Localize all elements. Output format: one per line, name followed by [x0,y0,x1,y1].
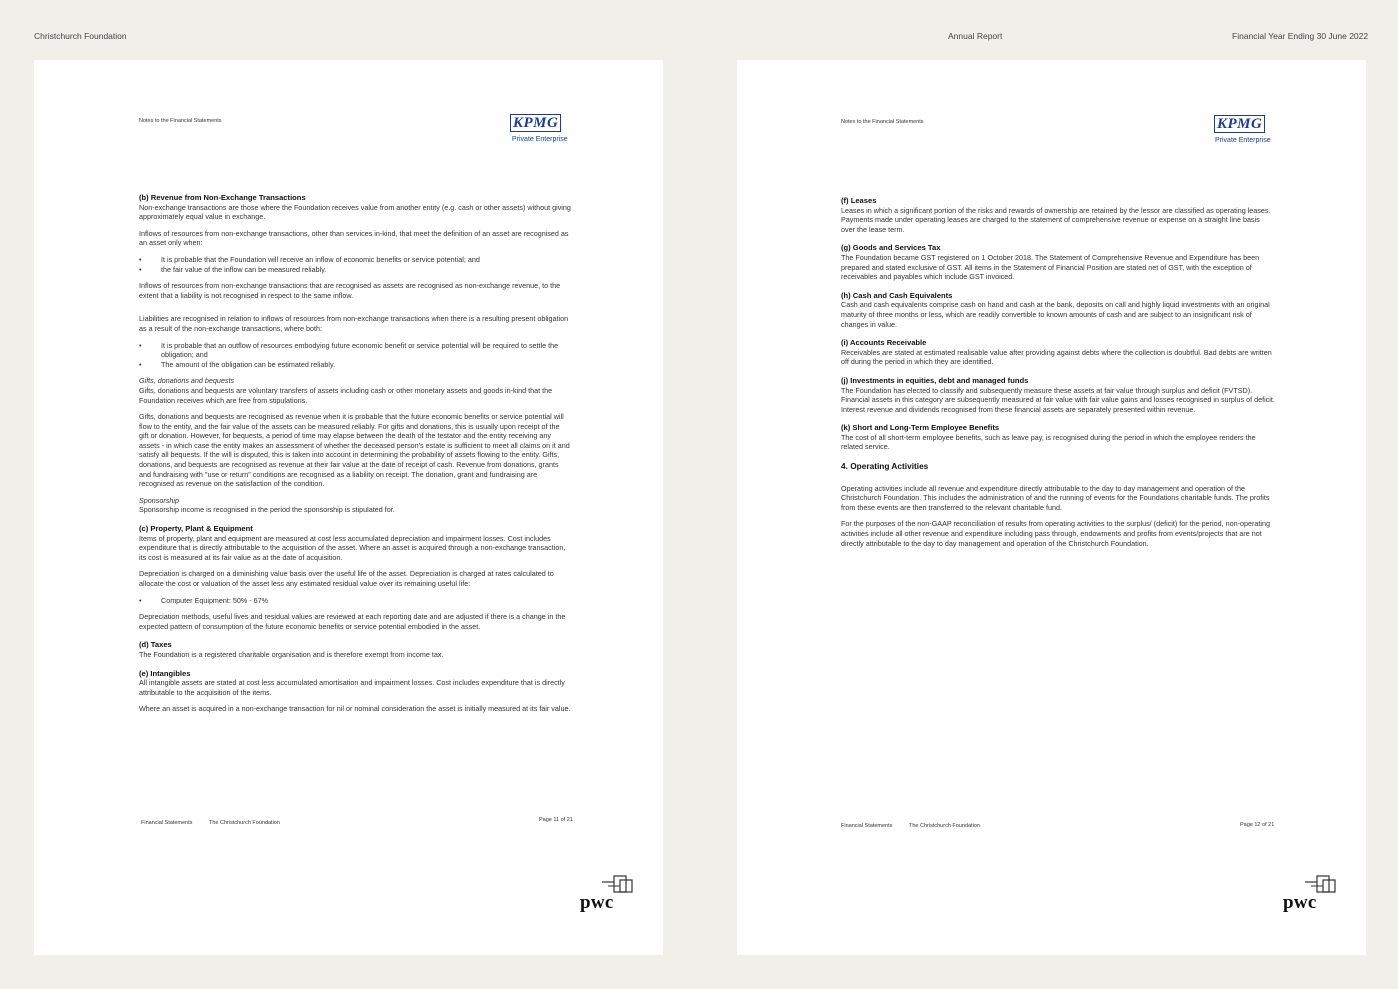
paragraph: Sponsorship income is recognised in the period the sponsorship is stipulated for. [139,505,395,515]
section-heading: (k) Short and Long-Term Employee Benefits [841,423,1000,433]
kpmg-logo: KPMG [510,116,561,130]
section-property-plant-equipment [139,524,571,631]
footer-middle: The Christchurch Foundation [909,823,980,829]
page-body [139,193,571,723]
paragraph: The cost of all short-term employee benefits, such as leave pay, is recognised during the period in which the employee renders the related service. [841,432,1256,452]
footer-left: Financial Statements [141,820,193,826]
pwc-logo [1283,874,1343,914]
section-leases [841,196,1275,234]
footer-page-number: Page 11 of 21 [539,817,573,823]
section-heading: 4. Operating Activities [841,461,929,472]
section-investments [841,376,1275,414]
bullet-list [139,341,571,370]
pwc-wordmark: pwc [580,892,614,913]
page-header: Notes to the Financial Statements [139,118,222,124]
paragraph: Inflows of resources from non-exchange transactions, other than services in-kind, that meet the definition of an asset are recognised as an asset only when: [139,228,569,248]
section-heading: (e) Intangibles [139,668,191,678]
list-item: • The amount of the obligation can be estimated reliably. [161,360,571,370]
section-heading: (g) Goods and Services Tax [841,243,941,253]
footer-left: Financial Statements [841,823,893,829]
paragraph: Inflows of resources from non-exchange transactions that are recognised as assets are recognised as non-exchange revenue, to the extent that a liability is not recognised in respect to the same inflow. [139,281,561,300]
pwc-logo [580,874,640,914]
subheading-gifts: Gifts, donations and bequests [139,376,235,386]
section-accounts-receivable [841,338,1275,367]
paragraph: Non-exchange transactions are those where the Foundation receives value from another entity (e.g. cash or other assets) without giving approximately equal value in exchange. [139,202,571,222]
footer-page-number: Page 12 of 21 [1240,822,1275,828]
paragraph: Depreciation methods, useful lives and residual values are reviewed at each reporting date and are adjusted if there is a change in the expected pattern of consumption of the future economic benefits or service potential embodied in the asset. [139,612,566,631]
kpmg-logo: KPMG [1214,117,1265,131]
list-item: • It is probable that an outflow of resources embodying future economic benefit or service potential will be required to settle the obligation; and [161,341,571,360]
section-heading: (f) Leases [841,196,877,205]
paragraph: Leases in which a significant portion of the risks and rewards of ownership are retained by the lessor are classified as operating leases. Payments made under operating leases are charged to the statement of comprehensive revenue or expense on a straight line basis over the lease term. [841,205,1271,234]
footer-middle: The Christchurch Foundation [209,820,280,826]
paragraph: For the purposes of the non-GAAP reconciliation of results from operating activities to the surplus/ (deficit) for the period, non-operating activities include all other revenue and expenditure including pass through, endowments and profits from events/projects that are not directly attributable to the day to day management and operation of the Christchurch Foundation. [841,519,1270,548]
list-item: • Computer Equipment: 50% - 67% [161,596,571,606]
paragraph: Liabilities are recognised in relation to inflows of resources from non-exchange transactions when there is a resulting present obligation as a result of the non-exchange transactions, where both: [139,314,569,333]
bullet-list [139,596,571,606]
document-page-12 [737,60,1366,955]
paragraph: All intangible assets are stated at cost less accumulated amortisation and impairment losses. Cost includes expenditure that is directly attributable to the acquisition of the items. [139,678,565,697]
section-heading: (j) Investments in equities, debt and managed funds [841,375,1029,385]
paragraph: Receivables are stated at estimated realisable value after providing against debts where the collection is doubtful. Bad debts are written off during the period in which they are identified. [841,347,1272,367]
subheading-sponsorship: Sponsorship [139,495,179,505]
paragraph: Operating activities include all revenue and expenditure directly attributable to the day to day management and operation of the Christchurch Foundation. This includes the administration of and the running of events for the Foundations charitable funds. The profits from these events are then transferred to the relevant charitable fund. [841,483,1270,512]
section-heading: (i) Accounts Receivable [841,338,927,348]
paragraph: Gifts, donations and bequests are recognised as revenue when it is probable that the future economic benefits or service potential will flow to the entity, and the fair value of the assets can be measured reliably. For gifts and donations, this is usually upon receipt of the gift or donation. However, for bequests, a period of time may elapse between the death of the testator and the entity receiving any assets - in which case the entity makes an assessment of whether the deceased person's estate is sufficient to meet all claims on it and satisfy all bequests. If the will is disputed, this is taken into account in determining the probability of assets flowing to the entity. Gifts, donations, and bequests are recognised as revenue at their fair value at the date of receipt of cash. Revenue from donations, grants and fundraising with "use or return" conditions are recognised as a liability on receipt. The donation, grant and fundraising are recognised as revenue on the satisfaction of the condition. [139,412,570,489]
paragraph: Gifts, donations and bequests are voluntary transfers of assets including cash or other monetary assets and goods in-kind that the Foundation receives which are free from stipulations. [139,385,553,405]
bullet-list [139,255,571,274]
paragraph: The Foundation has elected to classify and subsequently measure these assets at fair value through surplus and deficit (FVTSD). Financial assets in this category are subsequently measured at fair value with fair value gains and losses recognised in surplus of deficit. Interest revenue and dividends recognised from these financial assets are separately presented within revenue. [841,385,1275,414]
paragraph: The Foundation is a registered charitable organisation and is therefore exempt from income tax. [139,649,444,659]
section-heading: (h) Cash and Cash Equivalents [841,290,953,300]
document-page-11 [34,60,663,955]
paragraph: Depreciation is charged on a diminishing value basis over the useful life of the asset. Depreciation is charged at rates calculated to allocate the cost or valuation of the asset less any estimated residual value over its remaining useful life: [139,569,554,588]
paragraph: The Foundation became GST registered on 1 October 2018. The Statement of Comprehensive Revenue and Expenditure has been prepared and stated exclusive of GST. All items in the Statement of Financial Position are stated net of GST, with the exception of receivables and payables which include GST invoiced. [841,252,1260,282]
report-period: Financial Year Ending 30 June 2022 [1232,31,1369,41]
kpmg-subtitle: Private Enterprise [512,136,568,143]
page-body [841,196,1275,557]
list-item: • the fair value of the inflow can be measured reliably. [161,265,571,275]
section-taxes [139,640,571,659]
paragraph: Cash and cash equivalents comprise cash on hand and cash at the bank, deposits on call and highly liquid investments with an original maturity of three months or less, which are readily convertible to known amounts of cash and are subject to an insignificant risk of changes in value. [841,300,1270,329]
report-title: Annual Report [948,31,1003,41]
section-intangibles [139,669,571,714]
paragraph: Items of property, plant and equipment are measured at cost less accumulated depreciation and impairment losses. Cost includes expenditure that is directly attributable to the acquisition of the asset. Where an asset is acquired through a non-exchange transaction, its cost is measured at its fair value as at the date of acquisition. [139,533,566,562]
section-heading: (d) Taxes [139,640,172,650]
paragraph: Where an asset is acquired in a non-exchange transaction for nil or nominal consideration the asset is initially measured at its fair value. [139,704,571,714]
list-item: • It is probable that the Foundation will receive an inflow of economic benefits or service potential; and [161,255,571,265]
section-revenue-non-exchange [139,193,571,515]
section-employee-benefits [841,423,1275,452]
pwc-wordmark: pwc [1283,892,1317,913]
report-org-name: Christchurch Foundation [34,31,127,41]
section-heading: (c) Property, Plant & Equipment [139,524,253,534]
page-header: Notes to the Financial Statements [841,119,924,125]
section-gst [841,243,1275,281]
section-cash-equivalents [841,291,1275,329]
kpmg-subtitle: Private Enterprise [1215,137,1271,144]
section-operating-activities [841,462,1275,548]
section-heading: (b) Revenue from Non-Exchange Transactions [139,193,306,202]
